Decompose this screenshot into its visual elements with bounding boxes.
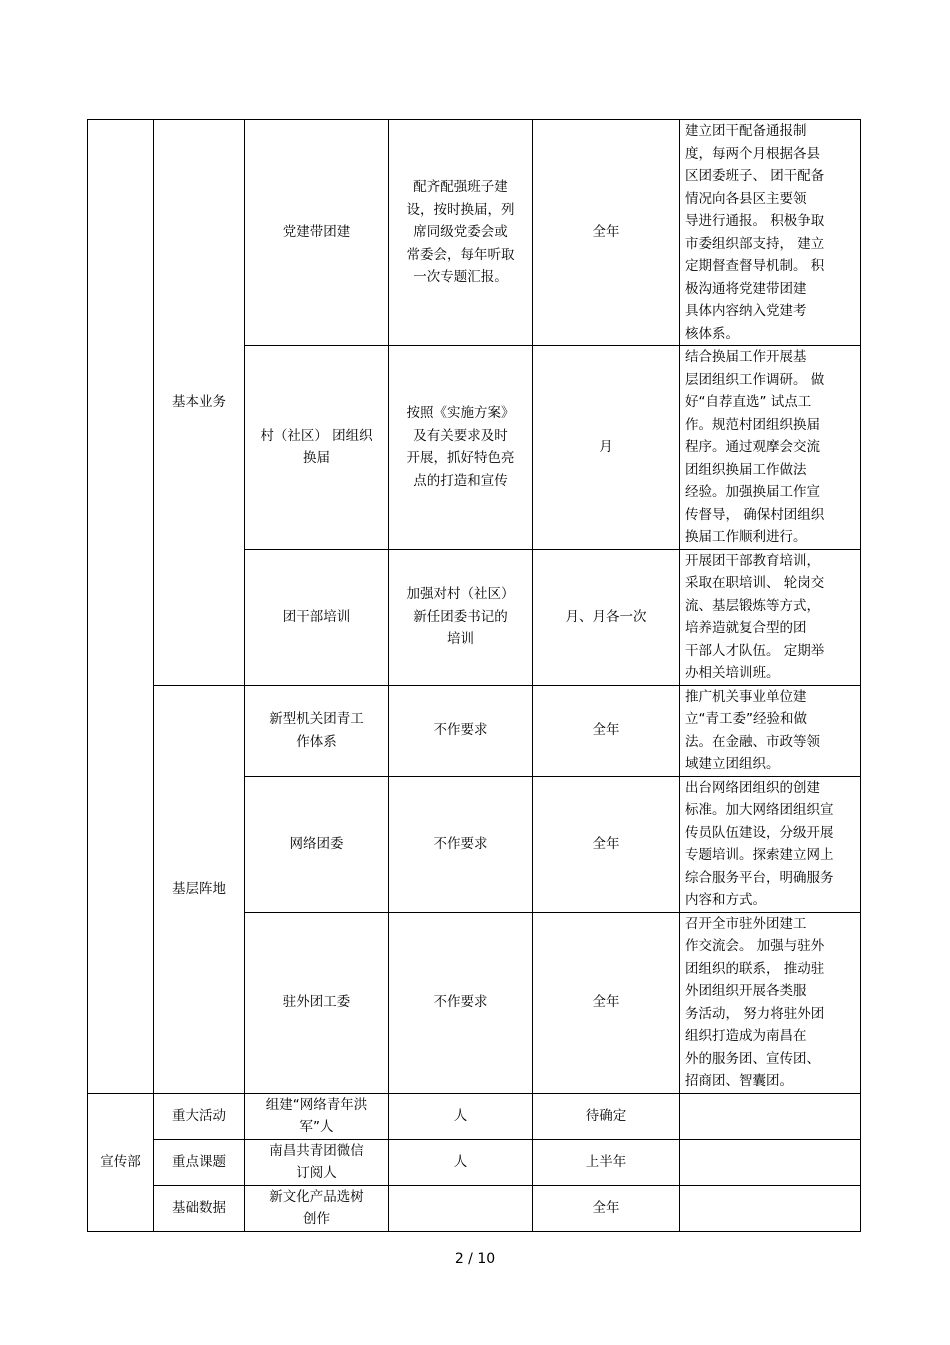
measures-cell-line: 外的服务团、宣传团、 bbox=[685, 1050, 820, 1067]
measures-cell-line: 区团委班子、 团干配备 bbox=[685, 168, 825, 184]
measures-cell-line: 外团组织开展各类服 bbox=[685, 983, 807, 999]
measures-cell-line: 作交流会。 加强与驻外 bbox=[685, 938, 825, 954]
item-cell-line: 团干部培训 bbox=[282, 608, 351, 625]
requirement-cell-line: 设，按时换届，列 bbox=[406, 201, 515, 218]
item-cell bbox=[245, 685, 389, 776]
measures-cell bbox=[680, 912, 861, 1093]
measures-cell-line: 情况向各县区主要领 bbox=[685, 190, 807, 207]
measures-cell-line: 立“青工委”经验和做 bbox=[685, 711, 807, 727]
measures-cell-line: 务活动， 努力将驻外团 bbox=[685, 1005, 825, 1022]
item-cell-line: 驻外团工委 bbox=[282, 994, 351, 1011]
measures-cell bbox=[680, 776, 861, 912]
requirement-cell-line: 不作要求 bbox=[433, 722, 488, 739]
dept-cell bbox=[88, 120, 154, 1094]
period-cell: 月 bbox=[533, 346, 680, 550]
item-cell-line: 军”人 bbox=[299, 1119, 334, 1135]
requirement-cell-line: 一次专题汇报。 bbox=[413, 269, 508, 286]
measures-cell-line: 招商团、智囊团。 bbox=[685, 1073, 793, 1089]
measures-cell-line: 传员队伍建设，分级开展 bbox=[685, 824, 834, 841]
requirement-cell-line: 按照《实施方案》 bbox=[406, 405, 515, 422]
requirement-cell-line: 不作要求 bbox=[433, 835, 488, 852]
measures-cell-line: 度，每两个月根据各县 bbox=[685, 145, 820, 162]
dept-cell: 宣传部 bbox=[88, 1093, 154, 1231]
requirement-cell bbox=[389, 549, 533, 685]
item-cell bbox=[245, 346, 389, 550]
measures-cell bbox=[680, 1093, 861, 1139]
item-cell-line: 新型机关团青工 bbox=[269, 711, 364, 727]
measures-cell-line: 好“自荐直选” 试点工 bbox=[685, 394, 812, 410]
period-cell: 上半年 bbox=[533, 1139, 680, 1185]
item-cell-line: 作体系 bbox=[296, 733, 337, 750]
requirement-cell bbox=[389, 776, 533, 912]
measures-cell-line: 内容和方式。 bbox=[685, 892, 766, 908]
requirement-cell-line: 培训 bbox=[447, 631, 474, 648]
measures-cell-line: 建立团干配备通报制 bbox=[685, 123, 807, 139]
item-cell-line: 订阅人 bbox=[296, 1165, 337, 1181]
item-cell bbox=[245, 1093, 389, 1139]
measures-cell-line: 市委组织部支持， 建立 bbox=[685, 235, 825, 252]
measures-cell bbox=[680, 346, 861, 550]
measures-cell-line: 法。在金融、市政等领 bbox=[685, 733, 820, 750]
page-number: 2 / 10 bbox=[454, 1251, 496, 1267]
requirement-cell-line: 及有关要求及时 bbox=[413, 427, 508, 444]
measures-cell-line: 流、基层锻炼等方式， bbox=[685, 597, 820, 614]
table-row bbox=[88, 1093, 861, 1139]
period-cell: 全年 bbox=[533, 120, 680, 346]
requirement-cell-line: 新任团委书记的 bbox=[413, 608, 508, 625]
measures-cell-line: 办相关培训班。 bbox=[685, 665, 780, 681]
item-cell-line: 党建带团建 bbox=[282, 224, 351, 241]
measures-cell-line: 定期督查督导机制。 积 bbox=[685, 258, 825, 274]
item-cell-line: 南昌共青团微信 bbox=[269, 1142, 364, 1159]
measures-cell-line: 开展团干部教育培训， bbox=[685, 552, 820, 569]
measures-cell-line: 团组织的联系， 推动驻 bbox=[685, 960, 825, 977]
measures-cell-line: 具体内容纳入党建考 bbox=[685, 303, 807, 319]
measures-cell-line: 换届工作顺利进行。 bbox=[685, 529, 807, 545]
measures-cell bbox=[680, 1185, 861, 1231]
requirement-cell bbox=[389, 685, 533, 776]
item-cell bbox=[245, 1139, 389, 1185]
requirement-cell-line: 点的打造和宣传 bbox=[413, 472, 508, 489]
item-cell bbox=[245, 1185, 389, 1231]
measures-cell-line: 组织打造成为南昌在 bbox=[685, 1028, 807, 1044]
measures-cell-line: 出台网络团组织的创建 bbox=[685, 779, 820, 796]
measures-cell-line: 专题培训。探索建立网上 bbox=[685, 847, 834, 863]
requirement-cell-line: 不作要求 bbox=[433, 994, 488, 1011]
item-cell-line: 组建“网络青年洪 bbox=[265, 1096, 368, 1113]
category-cell: 基本业务 bbox=[154, 120, 245, 686]
measures-cell-line: 培养造就复合型的团 bbox=[685, 620, 807, 636]
requirement-cell bbox=[389, 120, 533, 346]
measures-cell-line: 结合换届工作开展基 bbox=[685, 349, 807, 365]
category-cell: 基础数据 bbox=[154, 1185, 245, 1231]
requirement-cell: 人 bbox=[389, 1093, 533, 1139]
item-cell-line: 换届 bbox=[302, 450, 330, 467]
item-cell bbox=[245, 120, 389, 346]
period-cell: 月、月各一次 bbox=[533, 549, 680, 685]
period-cell: 全年 bbox=[533, 685, 680, 776]
measures-cell-line: 团组织换届工作做法 bbox=[685, 461, 807, 478]
item-cell bbox=[245, 912, 389, 1093]
category-cell: 重大活动 bbox=[154, 1093, 245, 1139]
item-cell-line: 网络团委 bbox=[289, 835, 344, 852]
measures-cell-line: 层团组织工作调研。 做 bbox=[685, 371, 825, 388]
period-cell: 全年 bbox=[533, 776, 680, 912]
measures-cell bbox=[680, 1139, 861, 1185]
measures-cell bbox=[680, 685, 861, 776]
table-row bbox=[88, 1185, 861, 1231]
measures-cell-line: 推广机关事业单位建 bbox=[685, 688, 807, 705]
requirement-cell-line: 席同级党委会或 bbox=[413, 224, 508, 241]
requirement-cell-line: 开展，抓好特色亮 bbox=[406, 450, 515, 467]
requirement-cell bbox=[389, 912, 533, 1093]
measures-cell-line: 标准。加大网络团组织宣 bbox=[685, 802, 834, 818]
measures-cell-line: 程序。通过观摩会交流 bbox=[685, 439, 820, 455]
measures-cell bbox=[680, 120, 861, 346]
measures-cell-line: 域建立团组织。 bbox=[685, 756, 780, 772]
measures-cell-line: 综合服务平台，明确服务 bbox=[685, 869, 834, 886]
measures-cell-line: 极沟通将党建带团建 bbox=[685, 280, 807, 297]
work-plan-table bbox=[87, 119, 861, 1232]
item-cell bbox=[245, 776, 389, 912]
measures-cell-line: 干部人才队伍。 定期举 bbox=[685, 642, 825, 659]
item-cell-line: 创作 bbox=[303, 1211, 330, 1227]
requirement-cell: 人 bbox=[389, 1139, 533, 1185]
table-row bbox=[88, 120, 861, 346]
measures-cell-line: 经验。加强换届工作宣 bbox=[685, 484, 820, 500]
requirement-cell-line: 配齐配强班子建 bbox=[413, 179, 508, 196]
period-cell: 待确定 bbox=[533, 1093, 680, 1139]
measures-cell-line: 作。规范村团组织换届 bbox=[685, 416, 820, 433]
measures-cell-line: 召开全市驻外团建工 bbox=[685, 915, 807, 932]
measures-cell-line: 核体系。 bbox=[685, 325, 739, 342]
item-cell bbox=[245, 549, 389, 685]
item-cell-line: 村（社区） 团组织 bbox=[260, 427, 373, 444]
category-cell: 重点课题 bbox=[154, 1139, 245, 1185]
category-cell: 基层阵地 bbox=[154, 685, 245, 1093]
measures-cell-line: 采取在职培训、 轮岗交 bbox=[685, 575, 825, 591]
requirement-cell-line: 加强对村（社区） bbox=[406, 586, 515, 603]
table-row bbox=[88, 1139, 861, 1185]
measures-cell bbox=[680, 549, 861, 685]
requirement-cell-line: 常委会，每年听取 bbox=[406, 246, 515, 263]
requirement-cell bbox=[389, 346, 533, 550]
period-cell: 全年 bbox=[533, 912, 680, 1093]
period-cell: 全年 bbox=[533, 1185, 680, 1231]
measures-cell-line: 传督导， 确保村团组织 bbox=[685, 506, 825, 523]
table-row bbox=[88, 685, 861, 776]
requirement-cell bbox=[389, 1185, 533, 1231]
measures-cell-line: 导进行通报。 积极争取 bbox=[685, 213, 825, 229]
item-cell-line: 新文化产品选树 bbox=[269, 1188, 364, 1205]
